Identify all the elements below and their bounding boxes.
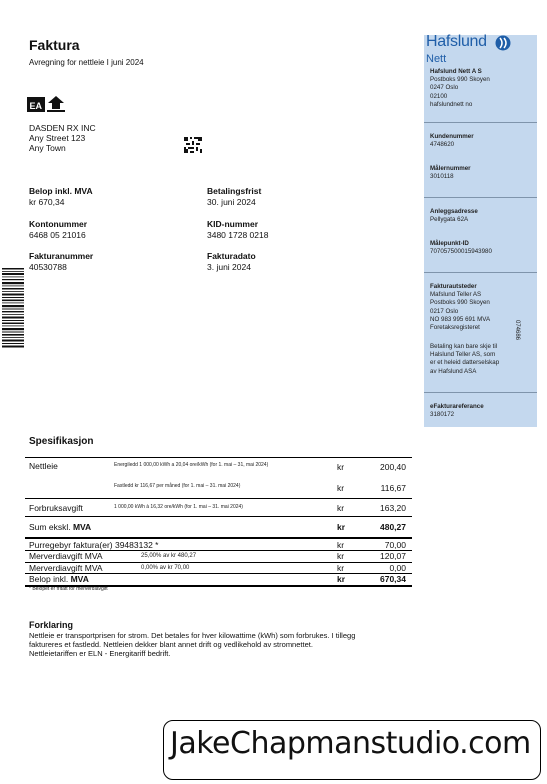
qr-code-icon (184, 137, 202, 153)
reminder-fee-label: Purregebyr faktura(er) 39483132 * (29, 540, 159, 550)
payment-note (430, 343, 499, 376)
issuer-line: 0217 Oslo (430, 307, 459, 315)
sum-excl-label-mva: MVA (72, 522, 92, 532)
issuer-line: Postboks 990 Skoyen (430, 299, 490, 307)
customer-number-label: Kundenummer (430, 133, 474, 140)
table-top-rule (25, 457, 412, 458)
explanation-title: Forklaring (29, 620, 74, 630)
recipient-name: DASDEN RX INC (29, 123, 96, 133)
vertical-code: 074686 (514, 320, 520, 341)
invoice-number-label: Fakturanummer (29, 251, 94, 261)
site-address-block (430, 208, 478, 224)
total-label-text: Belop inkl. (29, 574, 71, 584)
invoice-subtitle: Avregning for nettleie I juni 2024 (29, 58, 144, 67)
meter-number-label: Målernummer (430, 165, 471, 172)
invoice-title: Faktura (29, 37, 80, 53)
vat-footnote: * Belopet er fritatt for merverdiavgift (29, 586, 108, 592)
recipient-address (29, 123, 96, 153)
spec-title: Spesifikasjon (29, 436, 94, 447)
row-rule (25, 498, 412, 499)
customer-number-value: 4748620 (430, 141, 455, 149)
currency-label: kr (337, 522, 346, 532)
issuer-line: NO 983 995 691 MVA (430, 315, 491, 323)
side-divider (424, 197, 537, 198)
company-name: Hafslund Nett A S (430, 68, 482, 75)
reminder-fee-amount: 70,00 (384, 540, 406, 550)
account-label: Kontonummer (29, 219, 88, 229)
nettleie-energy-amount: 200,40 (380, 462, 406, 472)
explanation-line: Nettleie er transportprisen for strom. Det betales for hver kilowattime (kWh) som forbrukes. I tillegg (29, 631, 356, 640)
vat-25-note: 25,00% av kr 480,27 (141, 553, 197, 559)
invoice-date-block (207, 251, 256, 272)
sum-excl-label-text: Sum ekskl. (29, 522, 73, 532)
issuer-line: Mafslund Teller AS (430, 291, 482, 299)
watermark-text: JakeChapmanstudio.com (170, 726, 531, 761)
total-label (29, 574, 89, 584)
efaktura-label: eFakturareferance (430, 403, 484, 410)
metering-point-block (430, 240, 492, 256)
currency-label: kr (337, 540, 345, 550)
total-amount: 670,34 (380, 574, 406, 584)
payment-note-line: av Hafslund ASA (430, 367, 477, 375)
sum-excl-label (29, 522, 91, 532)
company-addr1: Postboks 990 Skoyen (430, 76, 490, 84)
recipient-street: Any Street 123 (29, 133, 86, 143)
currency-label: kr (337, 574, 346, 584)
due-date-label: Betalingsfrist (207, 186, 262, 196)
payment-note-line: er et heleid datterselskap (430, 359, 500, 367)
ea-logo-text: EA (29, 101, 43, 111)
sum-excl-amount: 480,27 (380, 522, 406, 532)
invoice-number-value: 40530788 (29, 262, 67, 272)
vat-0-amount: 0,00 (389, 563, 406, 573)
brand-subtitle: Nett (426, 53, 447, 65)
forbruk-note: 1 000,00 kWh à 16,32 ore/kWh (for 1. mai – 31. mai 2024) (114, 504, 243, 510)
side-divider (424, 272, 537, 273)
site-address-value: Pellygata 62A (430, 216, 469, 224)
amount-block (29, 186, 93, 207)
customer-number-block (430, 133, 474, 149)
meter-number-block (430, 165, 471, 181)
issuer-line: Foretaksregisteret (430, 324, 480, 332)
company-web: hafslundnett no (430, 100, 473, 108)
nettleie-label: Nettleie (29, 461, 58, 471)
invoice-date-value: 3. juni 2024 (207, 262, 251, 272)
company-info (430, 68, 490, 109)
amount-label: Belop inkl. MVA (29, 186, 93, 196)
company-addr3: 02100 (430, 92, 448, 100)
account-value: 6468 05 21016 (29, 230, 86, 240)
brand-name: Hafslund (426, 33, 487, 50)
currency-label: kr (337, 503, 345, 513)
issuer-label: Fakturautsteder (430, 283, 477, 290)
recipient-city: Any Town (29, 143, 66, 153)
vat-0-note: 0,00% av kr 70,00 (141, 565, 190, 571)
nettleie-energy-note: Energiledd 1 000,00 kWh a 20,04 ore/kWh (for 1. mai – 31, mai 2024) (114, 462, 269, 468)
account-block (29, 219, 87, 240)
payment-note-line: Betaling kan bare skje til (430, 343, 498, 350)
amount-value: kr 670,34 (29, 197, 65, 207)
due-date-value: 30. juni 2024 (207, 197, 256, 207)
kid-label: KID-nummer (207, 219, 259, 229)
currency-label: kr (337, 563, 345, 573)
currency-label: kr (337, 483, 345, 493)
vat-25-amount: 120,07 (380, 551, 406, 561)
row-rule (25, 516, 412, 517)
site-address-label: Anleggsadresse (430, 208, 478, 215)
vat-25-label: Merverdiavgift MVA (29, 551, 103, 561)
meter-number-value: 3010118 (430, 173, 454, 181)
currency-label: kr (337, 462, 345, 472)
metering-point-value: 707057500015943980 (430, 248, 492, 256)
total-label-mva: MVA (70, 574, 89, 584)
explanation-line: Nettleietariffen er ELN - Energitariff bedrift. (29, 649, 171, 658)
issuer-block (430, 283, 490, 332)
company-addr2: 0247 Oslo (430, 84, 459, 92)
nettleie-fixed-note: Fastledd kr 116,67 per måned (for 1. mai – 31. mai 2024) (114, 483, 241, 489)
metering-point-label: Målepunkt-ID (430, 240, 469, 247)
forbruk-label: Forbruksavgift (29, 503, 83, 513)
explanation-line: faktureres et fastledd. Nettleien dekker blant annet drift og vedlikehold av stromnettet. (29, 640, 313, 649)
row-rule (25, 537, 412, 539)
invoice-date-label: Fakturadato (207, 251, 256, 261)
side-divider (424, 122, 537, 123)
kid-block (207, 219, 268, 240)
kid-value: 3480 1728 0218 (207, 230, 269, 240)
due-date-block (207, 186, 261, 207)
barcode-icon (2, 268, 24, 348)
nettleie-fixed-amount: 116,67 (380, 483, 406, 493)
payment-note-line: Halslund Teller AS, som (430, 351, 496, 359)
currency-label: kr (337, 551, 345, 561)
forbruk-amount: 163,20 (380, 503, 406, 513)
efaktura-value: 3180172 (430, 411, 455, 419)
efaktura-block (430, 403, 484, 419)
ea-logo-icon (27, 95, 65, 113)
explanation-text (29, 631, 379, 658)
vat-0-label: Merverdiavgift MVA (29, 563, 103, 573)
invoice-number-block (29, 251, 93, 272)
side-divider (424, 392, 537, 393)
hafslund-logo-icon (495, 35, 511, 51)
